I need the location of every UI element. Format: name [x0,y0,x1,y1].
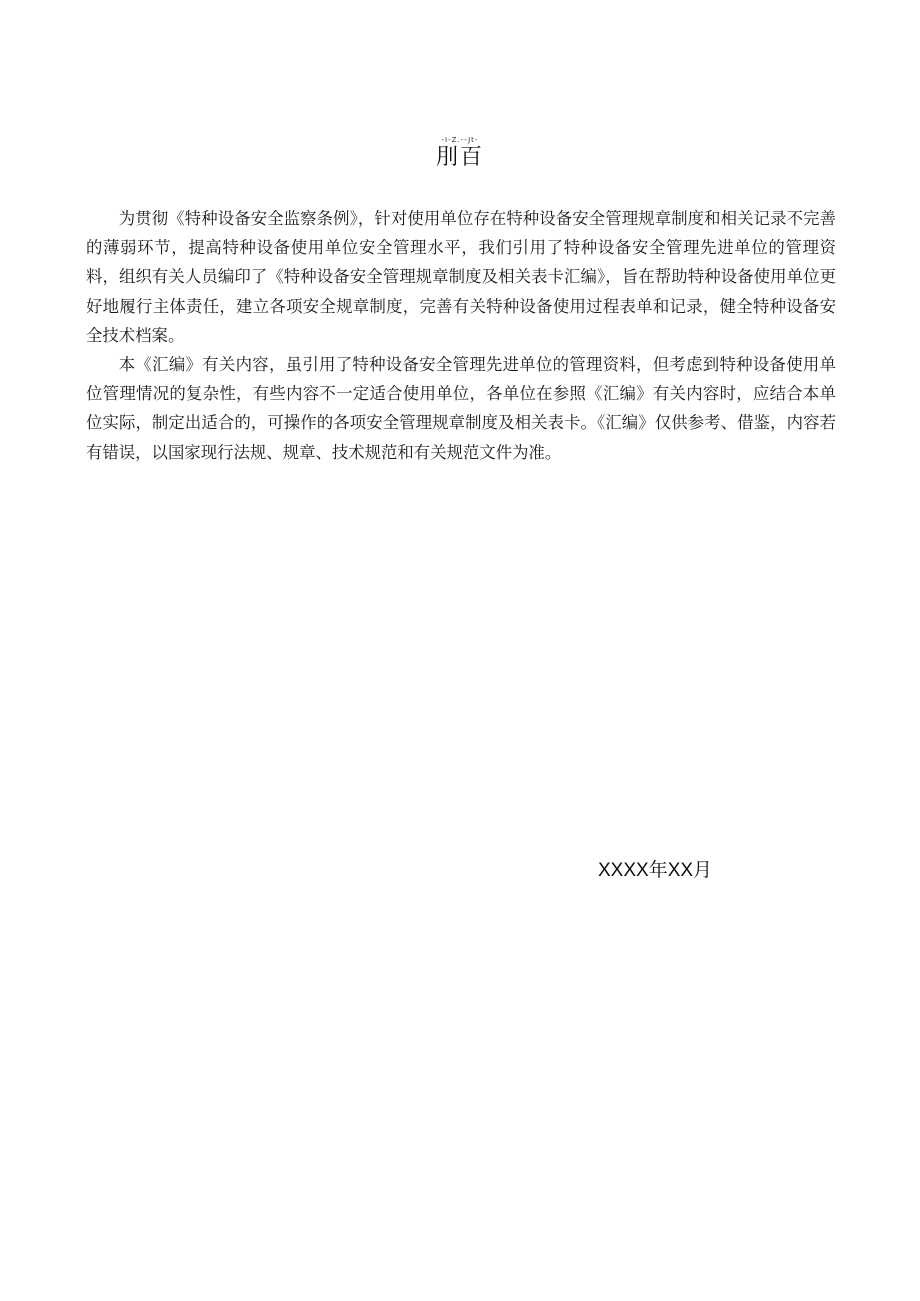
date-signature: XXXX年XX月 [598,860,713,881]
page-title: 刖百 [435,145,484,170]
paragraph-2: 本《汇编》有关内容，虽引用了特种设备安全管理先进单位的管理资料，但考虑到特种设备使用单位管理情况的复杂性，有些内容不一定适合使用单位，各单位在参照《汇编》有关内容时，应结合本单位实际，制定出适合的，可操作的各项安全管理规章制度及相关表卡。《汇编》仅供参考、借鉴，内容若有错误，以国家现行法规、规章、技术规范和有关规范文件为准。 [86,355,836,462]
title-block [0,136,920,171]
paragraph-1: 为贯彻《特种设备安全监察条例》，针对使用单位存在特种设备安全管理规章制度和相关记录不完善的薄弱环节，提高特种设备使用单位安全管理水平，我们引用了特种设备安全管理先进单位的管理资料，组织有关人员编印了《特种设备安全管理规章制度及相关表卡汇编》，旨在帮助特种设备使用单位更好地履行主体责任，建立各项安全规章制度，完善有关特种设备使用过程表单和记录，健全特种设备安全技术档案。 [86,209,836,345]
body-text [86,204,836,467]
title-ruby-text: -I-Z.--Jt- [441,136,479,144]
